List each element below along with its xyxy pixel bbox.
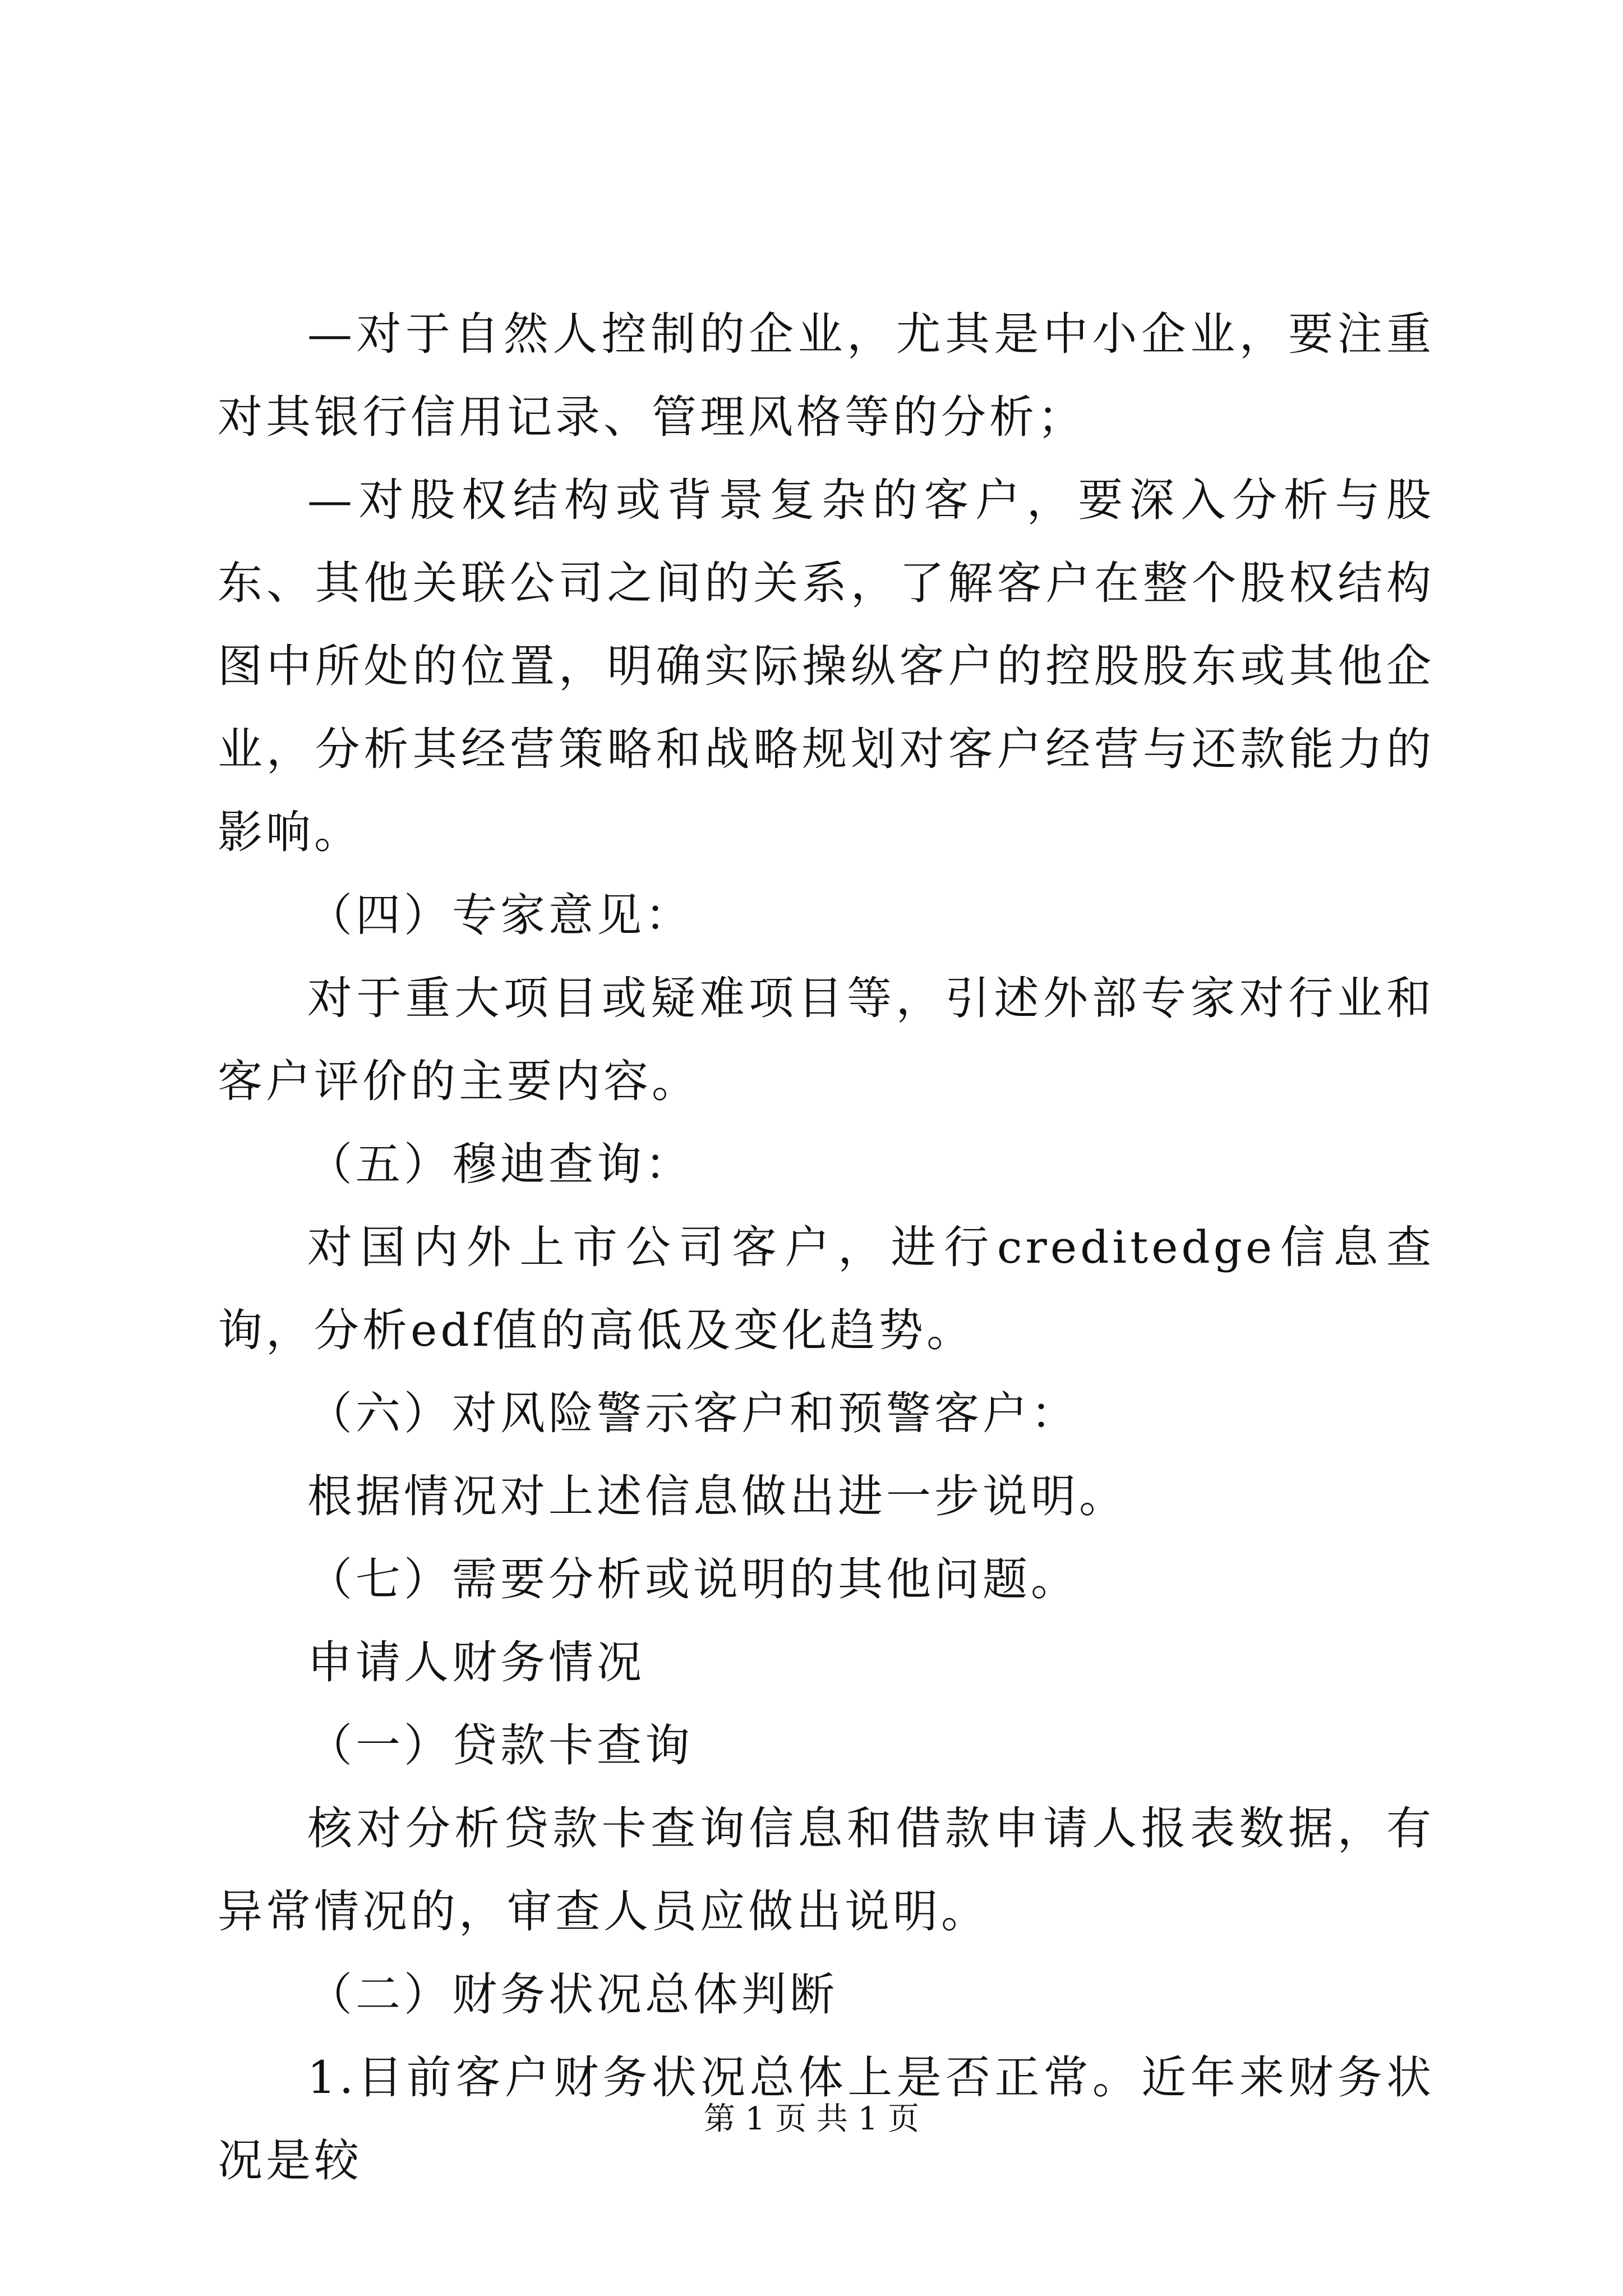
section-heading: （一）贷款卡查询	[307, 1719, 693, 1772]
section-heading: （四）专家意见：	[307, 889, 693, 941]
paragraph: —对股权结构或背景复杂的客户，要深入分析与股东、其他关联公司之间的关系，了解客户在整个股权结构图中所处的位置，明确实际操纵客户的控股股东或其他企业，分析其经营策略和战略规划对客户经营与还款能力的影响。	[218, 474, 1435, 858]
section-heading: （七）需要分析或说明的其他问题。	[307, 1553, 1079, 1605]
paragraph: —对于自然人控制的企业，尤其是中小企业，要注重对其银行信用记录、管理风格等的分析；	[218, 308, 1435, 443]
paragraph: 对于重大项目或疑难项目等，引述外部专家对行业和客户评价的主要内容。	[218, 972, 1435, 1107]
section-heading: （二）财务状况总体判断	[307, 1968, 838, 2021]
paragraph: 对国内外上市公司客户，进行creditedge信息查询，分析edf值的高低及变化趋势。	[218, 1221, 1435, 1356]
section-heading: （六）对风险警示客户和预警客户：	[307, 1387, 1079, 1439]
document-body	[218, 293, 1435, 2202]
section-title: 申请人财务情况	[307, 1636, 645, 1688]
page-number-footer: 第 1 页 共 1 页	[703, 2101, 920, 2137]
section-heading: （五）穆迪查询：	[307, 1138, 693, 1190]
paragraph: 1.目前客户财务状况总体上是否正常。近年来财务状况是较	[218, 2051, 1435, 2187]
paragraph: 根据情况对上述信息做出进一步说明。	[307, 1470, 1127, 1522]
paragraph: 核对分析贷款卡查询信息和借款申请人报表数据，有异常情况的，审查人员应做出说明。	[218, 1802, 1435, 1938]
